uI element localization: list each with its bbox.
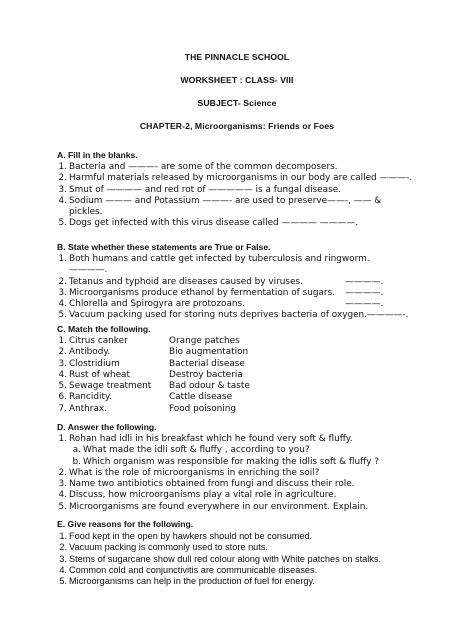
list-item-continuation: ————. [69,265,108,276]
match-row: 3. Clostridium Bacterial disease [58,358,245,369]
list-item: 2. Harmful materials released by microorganisms in our body are called ———-. [58,173,413,184]
section-b-list [57,254,409,322]
list-item: 2. What is the role of microorganisms in enriching the soil? [58,467,320,478]
list-subitem: b. Which organism was responsible for making the idlis soft & fluffy ? [72,456,380,467]
list-item: 4. Chlorella and Spirogyra are protozoans. ————. [58,299,384,310]
match-row: 6. Rancidity. Cattle disease [58,392,233,403]
chapter-title: CHAPTER-2, Microorganisms: Friends or Foes [139,121,335,131]
list-item: 4. Common cold and conjunctivitis are communicable diseases. [59,564,318,575]
list-item: 3. Smut of ———— and red rot of ————— is a fungal disease. [58,184,341,195]
list-item: 4. Discuss, how microorganisms play a vital role in agriculture. [58,490,337,501]
section-c-title: C. Match the following. [57,324,151,334]
answer-blank: ————. [345,276,384,287]
match-row: 1. Citrus canker Orange patches [58,336,240,346]
list-item: 3. Name two antibiotics obtained from fungi and discuss their role. [58,479,355,490]
list-item: 1. Bacteria and ———- are some of the common decomposers. [58,162,338,172]
answer-blank: ————. [345,287,384,298]
match-row: 2. Antibody. Bio augmentation [58,347,249,358]
list-subitem: a. What made the idli soft & fluffy , according to you? [72,445,310,456]
match-row: 4. Rust of wheat Destroy bacteria [58,369,243,380]
match-row: 7. Anthrax. Food poisoning [58,403,237,414]
section-a-title: A. Fill in the blanks. [57,150,138,160]
list-item-continuation: pickles. [69,207,103,218]
school-name: THE PINNACLE SCHOOL [184,52,290,62]
section-e-title: E. Give reasons for the following. [57,519,194,529]
list-item: 5. Microorganisms can help in the production of fuel for energy. [59,576,315,587]
section-d-list [57,434,379,513]
list-item: 2. Tetanus and typhoid are diseases caused by viruses. ————. [58,276,384,287]
section-b-title: B. State whether these statements are True or False. [57,242,271,252]
worksheet-class: WORKSHEET : CLASS- VIII [180,75,294,85]
section-c-list [57,336,250,415]
answer-blank: ————. [345,299,384,310]
list-item: 3. Microorganisms produce ethanol by fermentation of sugars. ————. [58,287,384,298]
section-e-list [57,531,381,587]
section-d-title: D. Answer the following. [57,422,157,432]
section-a-list [57,162,412,230]
list-item: 5. Microorganisms are found everywhere in our environment. Explain. [58,501,369,512]
list-item: 1. Rohan had idli in his breakfast which he found very soft & fluffy. [58,434,353,444]
list-item: 3. Stems of sugarcane show dull red colour along with White patches on stalks. [59,553,382,564]
list-item: 4. Sodium ——— and Potassium ———- are used to preserve——-, —— & [58,195,382,206]
list-item: 1. Both humans and cattle get infected by tuberculosis and ringworm. [58,254,370,264]
list-item: 2. Vacuum packing is commonly used to store nuts. [59,542,268,553]
list-item: 1. Food kept in the open by hawkers should not be consumed. [59,531,313,541]
subject-title: SUBJECT- Science [197,98,277,108]
match-row: 5. Sewage treatment Bad odour & taste [58,381,250,392]
list-item: 5. Dogs get infected with this virus disease called ———— ————. [58,218,359,229]
list-item: 5. Vacuum packing used for storing nuts deprives bacteria of oxygen.————-. [58,310,409,321]
